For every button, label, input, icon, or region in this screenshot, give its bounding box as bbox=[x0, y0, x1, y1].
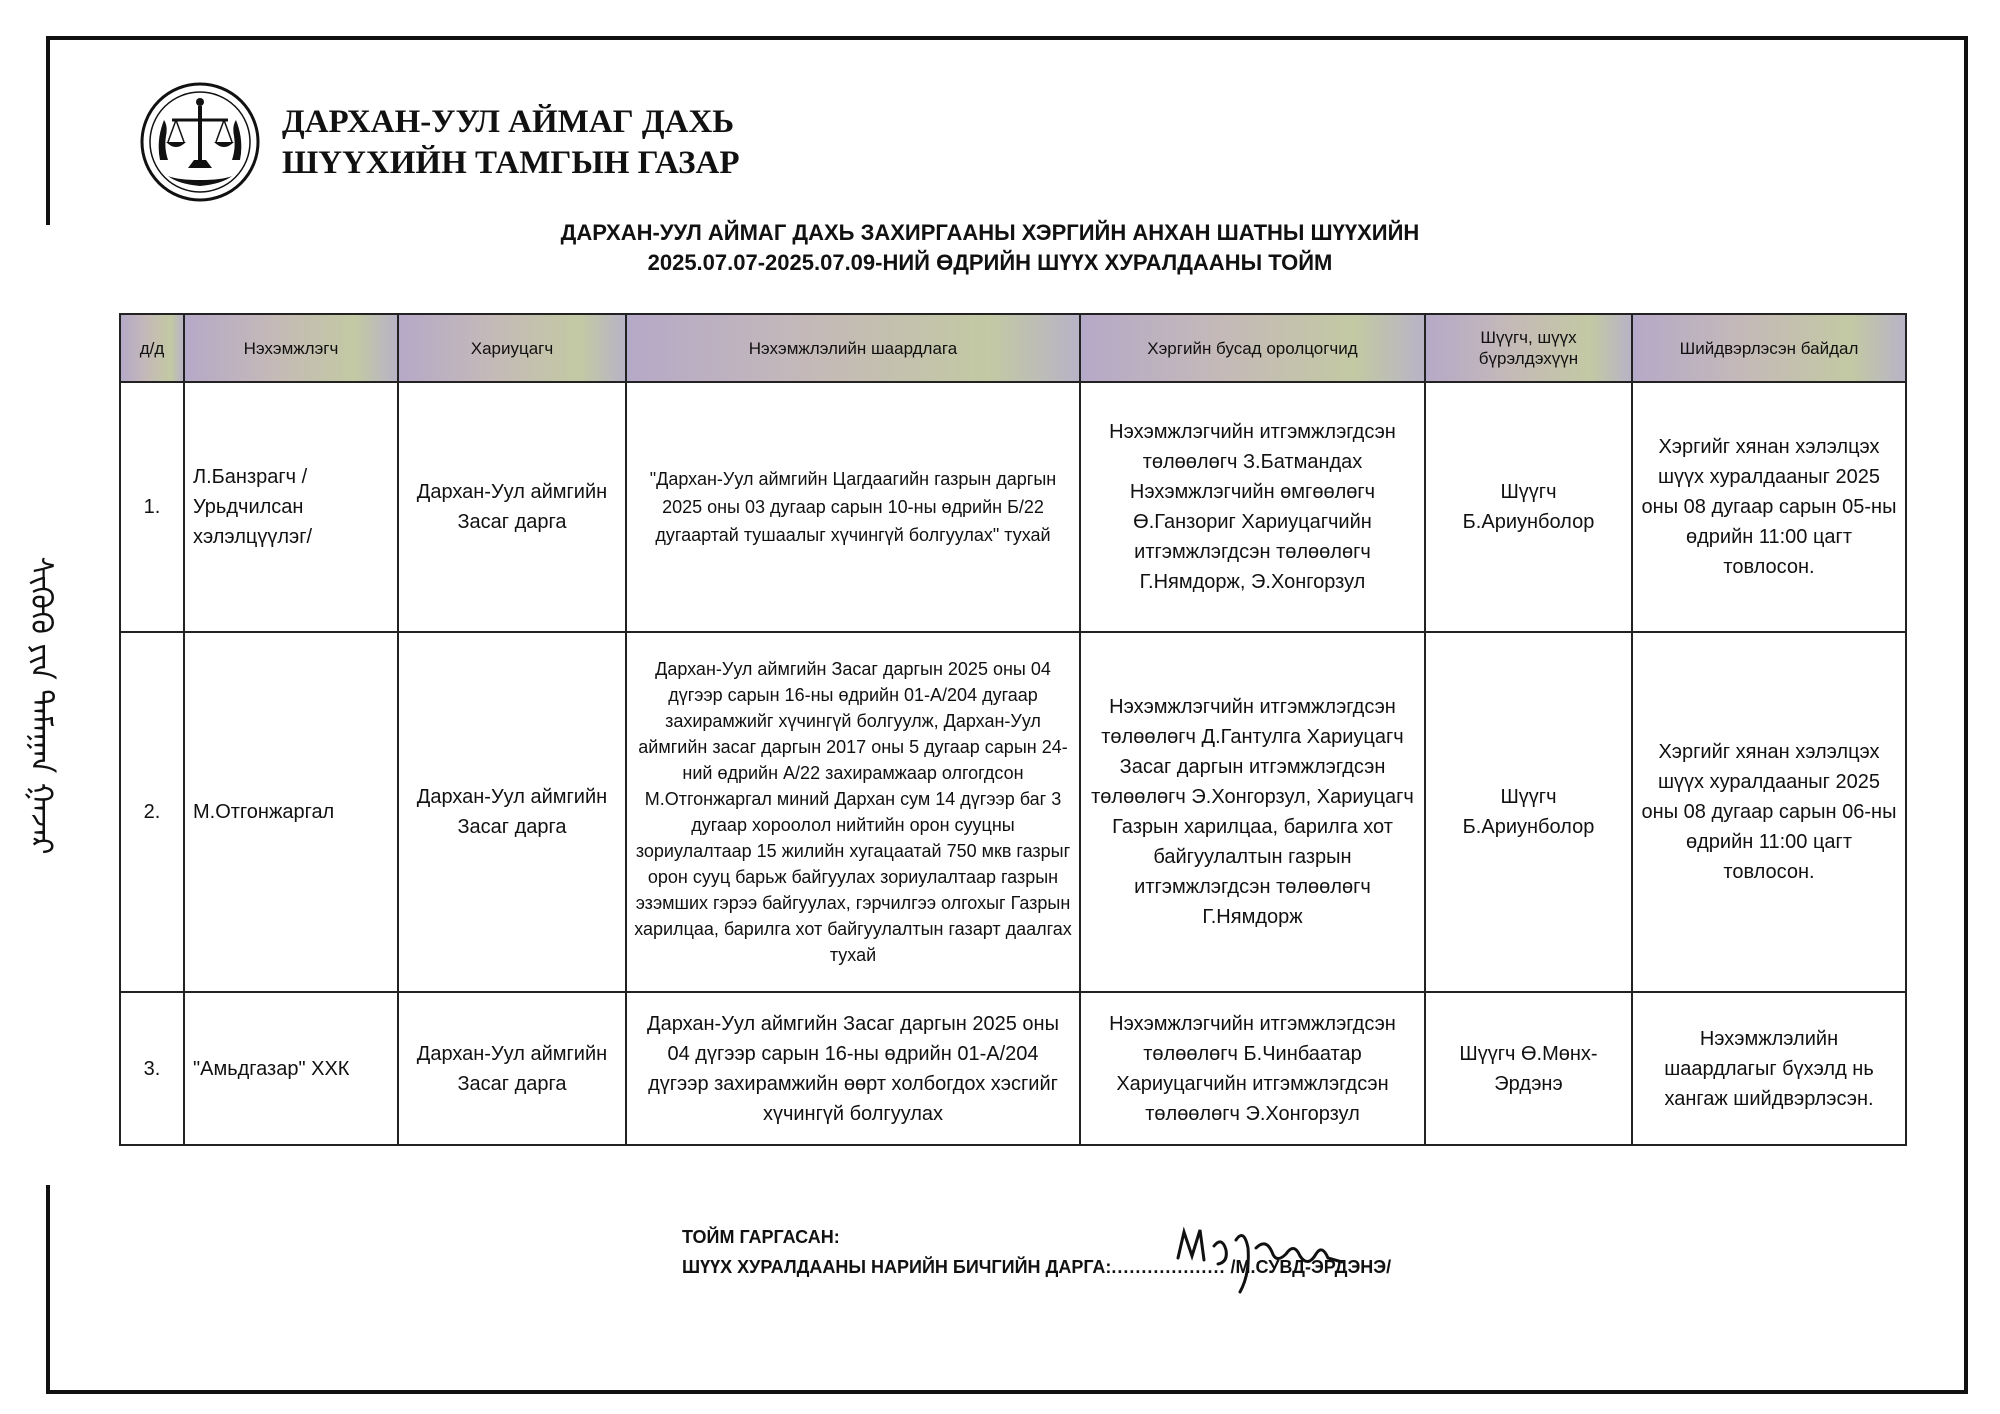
col-header-no: д/д bbox=[120, 314, 184, 382]
table-row bbox=[120, 382, 1906, 632]
signature-dots: ................... bbox=[1111, 1257, 1226, 1277]
cell-participants: Нэхэмжлэгчийн итгэмжлэгдсэн төлөөлөгч З.Батмандах Нэхэмжлэгчийн өмгөөлөгч Ө.Ганзориг Хариуцагчийн итгэмжлэгдсэн төлөөлөгч Г.Нямдорж, Э.Хонгорзул bbox=[1080, 382, 1425, 632]
cell-decision: Хэргийг хянан хэлэлцэх шүүх хуралдааныг 2025 оны 08 дугаар сарын 05-ны өдрийн 11:00 цагт товлосон. bbox=[1632, 382, 1906, 632]
court-emblem-icon bbox=[138, 80, 262, 204]
document-title bbox=[400, 218, 1580, 278]
mongolian-script-text: ᠰᠢᠭᠦᠬᠦ ᠶᠢᠨ ᠲᠠᠮᠠᠭᠠᠨ ᠭᠠᠵᠠᠷ bbox=[23, 556, 59, 854]
table-header-row bbox=[120, 314, 1906, 382]
col-header-decision: Шийдвэрлэсэн байдал bbox=[1632, 314, 1906, 382]
cell-decision: Нэхэмжлэлийн шаардлагыг бүхэлд нь хангаж шийдвэрлэсэн. bbox=[1632, 992, 1906, 1145]
cell-claim: Дархан-Уул аймгийн Засаг даргын 2025 оны 04 дүгээр сарын 16-ны өдрийн 01-А/204 дугаар захирамжийг хүчингүй болгуулж, Дархан-Уул аймгийн засаг даргын 2017 оны 5 дугаар сарын 24-ний өдрийн А/22 захирамжаар олгогдсон М.Отгонжаргал миний Дархан сум 14 дүгээр баг 3 дугаар хороолол нийтийн орон сууцны зориулалтаар 15 жилийн хугацаатай 750 мкв газрыг орон сууц барьж байгуулах зориулалтаар газрын эзэмших гэрээ байгуулах, гэрчилгээ олгохыг Газрын харилцаа, барилга хот байгуулалтын газарт даалгах тухай bbox=[626, 632, 1080, 992]
title-line-2: 2025.07.07-2025.07.09-НИЙ ӨДРИЙН ШҮҮХ ХУРАЛДААНЫ ТОЙМ bbox=[647, 250, 1333, 275]
cell-plaintiff: М.Отгонжаргал bbox=[184, 632, 398, 992]
title-line-1: ДАРХАН-УУЛ АЙМАГ ДАХЬ ЗАХИРГААНЫ ХЭРГИЙН АНХАН ШАТНЫ ШҮҮХИЙН bbox=[560, 220, 1420, 245]
col-header-participants: Хэргийн бусад оролцогчид bbox=[1080, 314, 1425, 382]
cell-plaintiff: Л.Банзрагч /Урьдчилсан хэлэлцүүлэг/ bbox=[184, 382, 398, 632]
org-line-1: ДАРХАН-УУЛ АЙМАГ ДАХЬ bbox=[282, 104, 735, 140]
cell-judge: Шүүгч Б.Ариунболор bbox=[1425, 632, 1632, 992]
cell-defendant: Дархан-Уул аймгийн Засаг дарга bbox=[398, 632, 626, 992]
handwritten-signature bbox=[1170, 1218, 1370, 1298]
table-row bbox=[120, 632, 1906, 992]
cell-decision: Хэргийг хянан хэлэлцэх шүүх хуралдааныг 2025 оны 08 дугаар сарын 06-ны өдрийн 11:00 цагт товлосон. bbox=[1632, 632, 1906, 992]
col-header-judge: Шүүгч, шүүх бүрэлдэхүүн bbox=[1425, 314, 1632, 382]
mongolian-script-strip bbox=[8, 225, 90, 1185]
prepared-by-label: ТОЙМ ГАРГАСАН: bbox=[682, 1227, 840, 1247]
cell-claim: Дархан-Уул аймгийн Засаг даргын 2025 оны 04 дүгээр сарын 16-ны өдрийн 01-А/204 дүгээр захирамжийн өөрт холбогдох хэсгийг хүчингүй болгуулах bbox=[626, 992, 1080, 1145]
col-header-plaintiff: Нэхэмжлэгч bbox=[184, 314, 398, 382]
cell-plaintiff: "Амьдгазар" ХХК bbox=[184, 992, 398, 1145]
cell-defendant: Дархан-Уул аймгийн Засаг дарга bbox=[398, 382, 626, 632]
cell-no: 2. bbox=[120, 632, 184, 992]
cell-judge: Шүүгч Б.Ариунболор bbox=[1425, 382, 1632, 632]
table-row bbox=[120, 992, 1906, 1145]
cell-no: 3. bbox=[120, 992, 184, 1145]
secretary-label: ШҮҮХ ХУРАЛДААНЫ НАРИЙН БИЧГИЙН ДАРГА: bbox=[682, 1257, 1112, 1277]
cell-participants: Нэхэмжлэгчийн итгэмжлэгдсэн төлөөлөгч Д.Гантулга Хариуцагч Засаг даргын итгэмжлэгдсэн төлөөлөгч Э.Хонгорзул, Хариуцагч Газрын харилцаа, барилга хот байгуулалтын газрын итгэмжлэгдсэн төлөөлөгч Г.Нямдорж bbox=[1080, 632, 1425, 992]
cell-no: 1. bbox=[120, 382, 184, 632]
cell-defendant: Дархан-Уул аймгийн Засаг дарга bbox=[398, 992, 626, 1145]
cell-judge: Шүүгч Ө.Мөнх-Эрдэнэ bbox=[1425, 992, 1632, 1145]
hearings-table bbox=[119, 313, 1907, 1146]
col-header-defendant: Хариуцагч bbox=[398, 314, 626, 382]
court-office-name bbox=[282, 102, 739, 184]
secretary-name: /М.СУВД-ЭРДЭНЭ/ bbox=[1230, 1257, 1392, 1277]
org-line-2: ШҮҮХИЙН ТАМГЫН ГАЗАР bbox=[282, 145, 740, 181]
cell-participants: Нэхэмжлэгчийн итгэмжлэгдсэн төлөөлөгч Б.Чинбаатар Хариуцагчийн итгэмжлэгдсэн төлөөлөгч Э.Хонгорзул bbox=[1080, 992, 1425, 1145]
cell-claim: "Дархан-Уул аймгийн Цагдаагийн газрын даргын 2025 оны 03 дугаар сарын 10-ны өдрийн Б/22 дугаартай тушаалыг хүчингүй болгуулах" тухай bbox=[626, 382, 1080, 632]
col-header-claim: Нэхэмжлэлийн шаардлага bbox=[626, 314, 1080, 382]
